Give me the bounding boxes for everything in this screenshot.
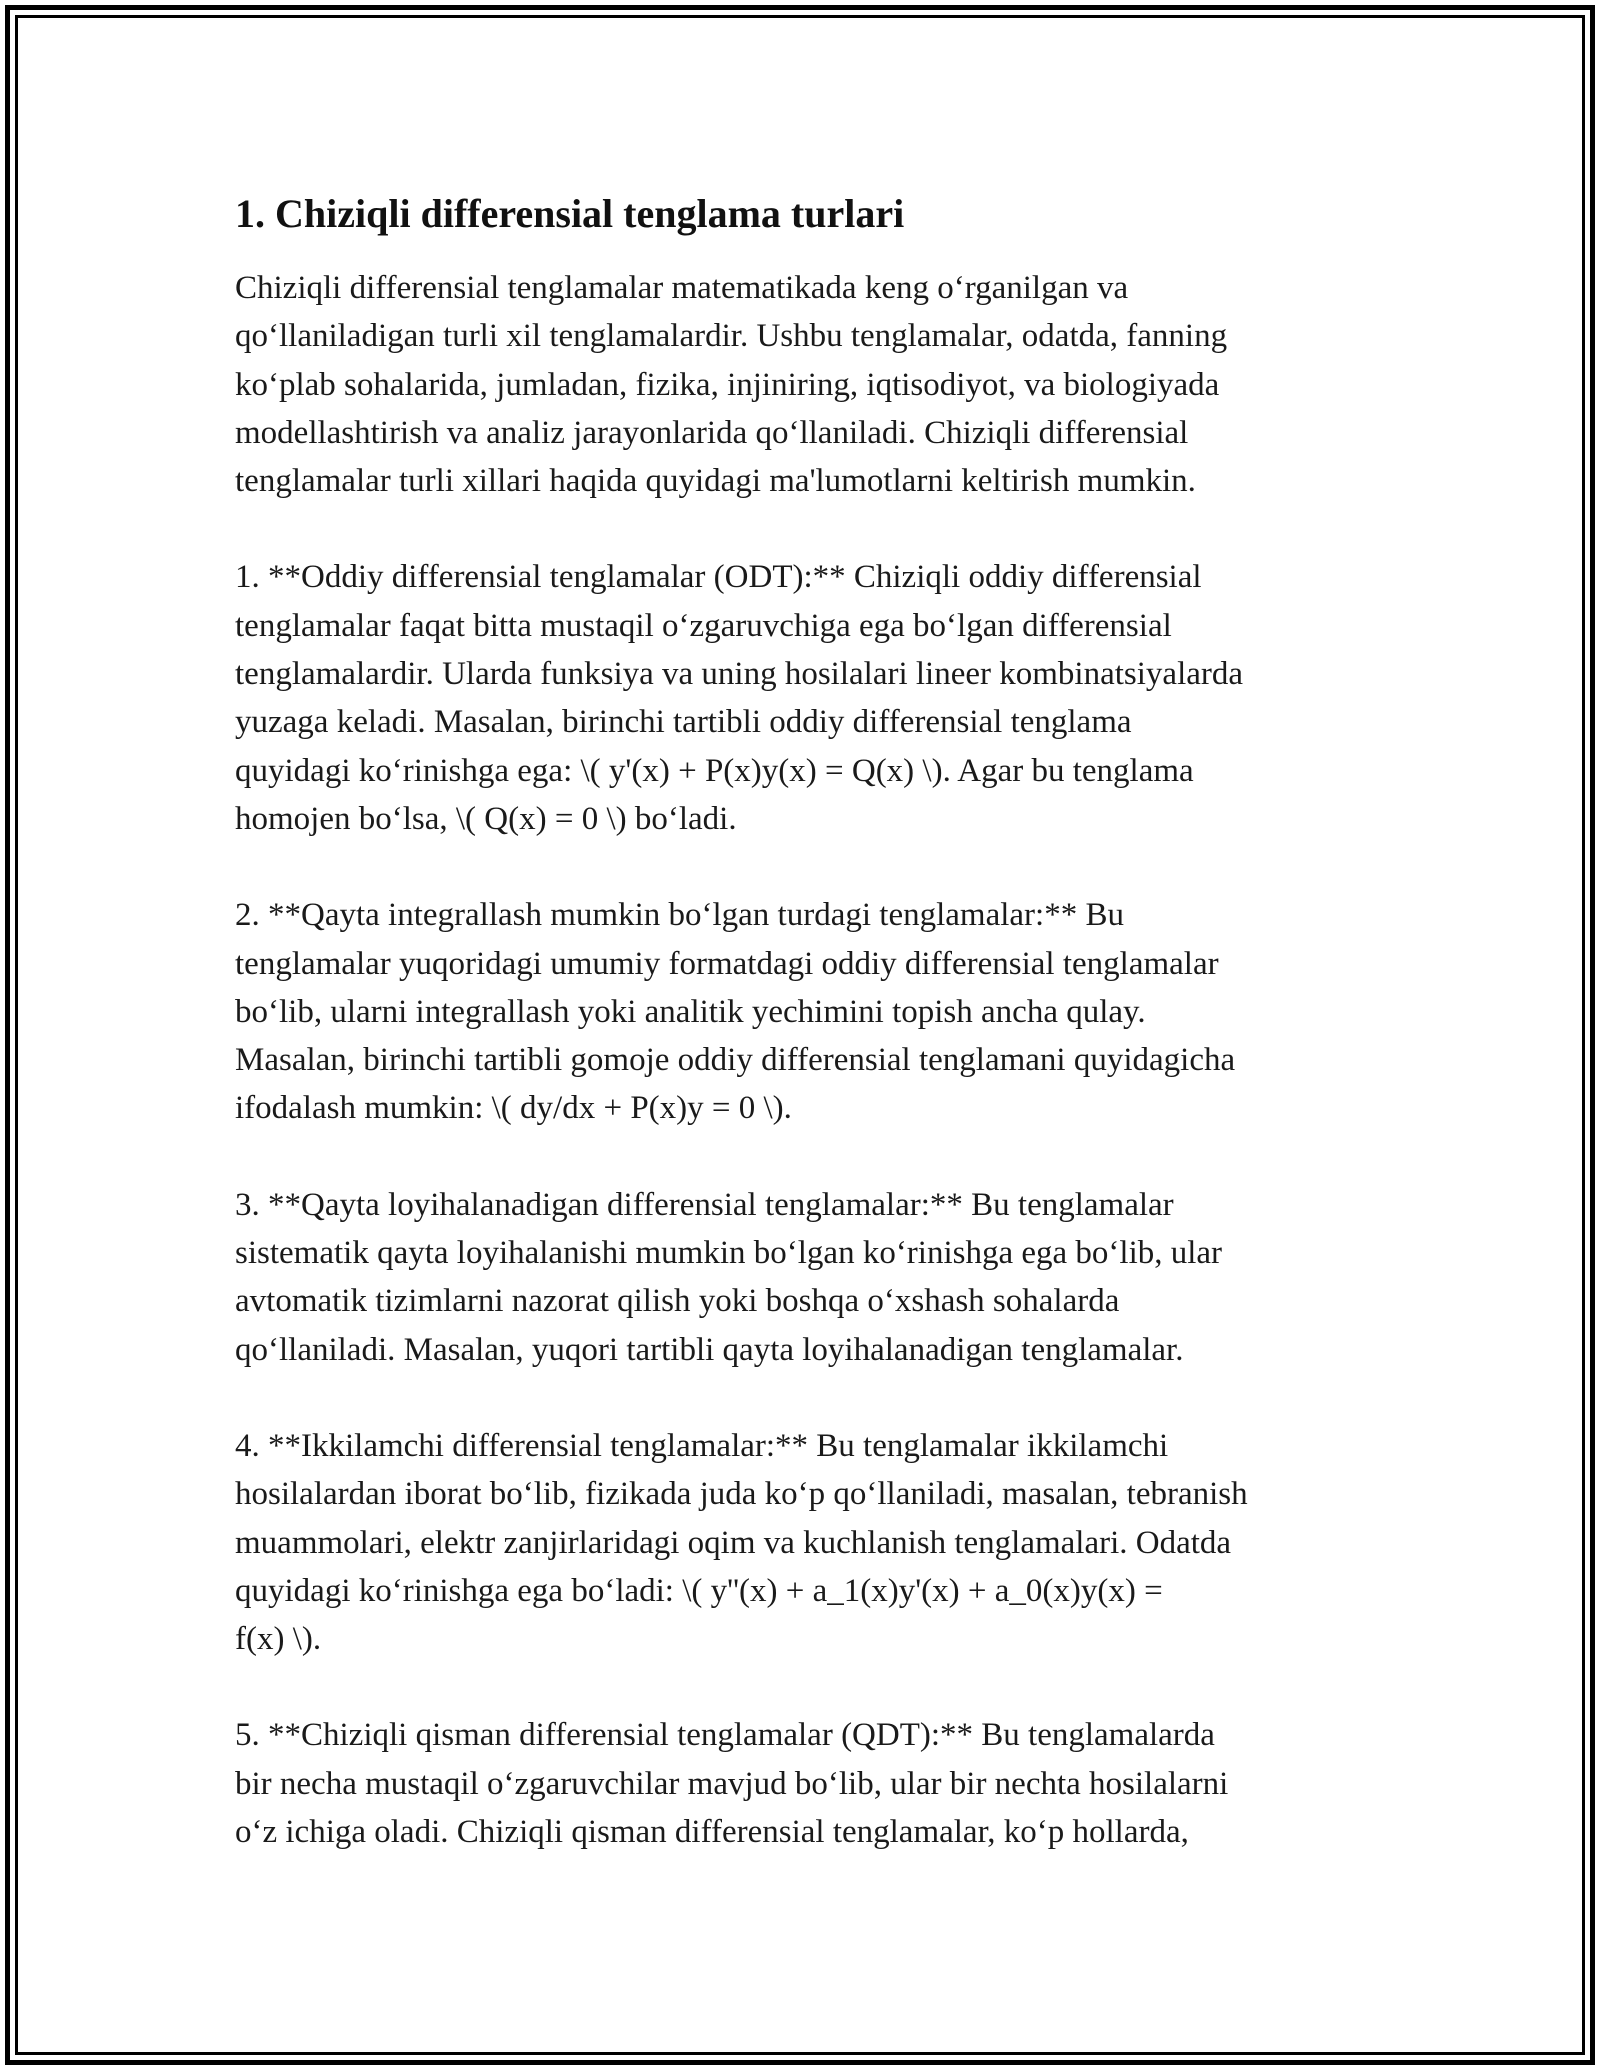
- paragraph-redesignable: 3. **Qayta loyihalanadigan differensial tenglamalar:** Bu tenglamalar sistematik qayta loyihalanishi mumkin bo‘lgan ko‘rinishga ega bo‘lib, ular avtomatik tizimlarni nazorat qilish yoki boshqa o‘xshash sohalarda qo‘llaniladi. Masalan, yuqori tartibli qayta loyihalanadigan tenglamalar.: [235, 1186, 1223, 1368]
- paragraph-pde: 5. **Chiziqli qisman differensial tenglamalar (QDT):** Bu tenglamalarda bir necha mustaqil o‘zgaruvchilar mavjud bo‘lib, ular bir nechta hosilalarni o‘z ichiga oladi. Chiziqli qisman differensial tenglamalar, ko‘p hollarda,: [235, 1717, 1229, 1851]
- intro-paragraph: Chiziqli differensial tenglamalar matematikada keng o‘rganilgan va qo‘llaniladigan turli xil tenglamalardir. Ushbu tenglamalar, odatda, fanning ko‘plab sohalarida, jumladan, fizika, injiniring, iqtisodiyot, va biologiyada modellashtirish va analiz jarayonlarida qo‘llaniladi. Chiziqli differensial tenglamalar turli xillari haqida quyidagi ma'lumotlarni keltirish mumkin.: [235, 270, 1228, 500]
- document-body: [235, 188, 1385, 1904]
- paragraph-integrable: 2. **Qayta integrallash mumkin bo‘lgan turdagi tenglamalar:** Bu tenglamalar yuqoridagi umumiy formatdagi oddiy differensial tenglamalar bo‘lib, ularni integrallash yoki analitik yechimini topish ancha qulay. Masalan, birinchi tartibli gomoje oddiy differensial tenglamani quyidagicha ifodalash mumkin: \( dy/dx + P(x)y = 0 \).: [235, 897, 1236, 1127]
- paragraph-second-order: 4. **Ikkilamchi differensial tenglamalar:** Bu tenglamalar ikkilamchi hosilalardan iborat bo‘lib, fizikada juda ko‘p qo‘llaniladi, masalan, tebranish muammolari, elektr zanjirlaridagi oqim va kuchlanish tenglamalari. Odatda quyidagi ko‘rinishga ega bo‘ladi: \( y''(x) + a_1(x)y'(x) + a_0(x)y(x) = f(x) \).: [235, 1427, 1248, 1658]
- section-title: 1. Chiziqli differensial tenglama turlari: [235, 191, 905, 236]
- paragraph-odt: 1. **Oddiy differensial tenglamalar (ODT):** Chiziqli oddiy differensial tenglamalar faqat bitta mustaqil o‘zgaruvchiga ega bo‘lgan differensial tenglamalardir. Ularda funksiya va uning hosilalari lineer kombinatsiyalarda yuzaga keladi. Masalan, birinchi tartibli oddiy differensial tenglama quyidagi ko‘rinishga ega: \( y'(x) + P(x)y(x) = Q(x) \). Agar bu tenglama homojen bo‘lsa, \( Q(x) = 0 \) bo‘ladi.: [235, 559, 1244, 837]
